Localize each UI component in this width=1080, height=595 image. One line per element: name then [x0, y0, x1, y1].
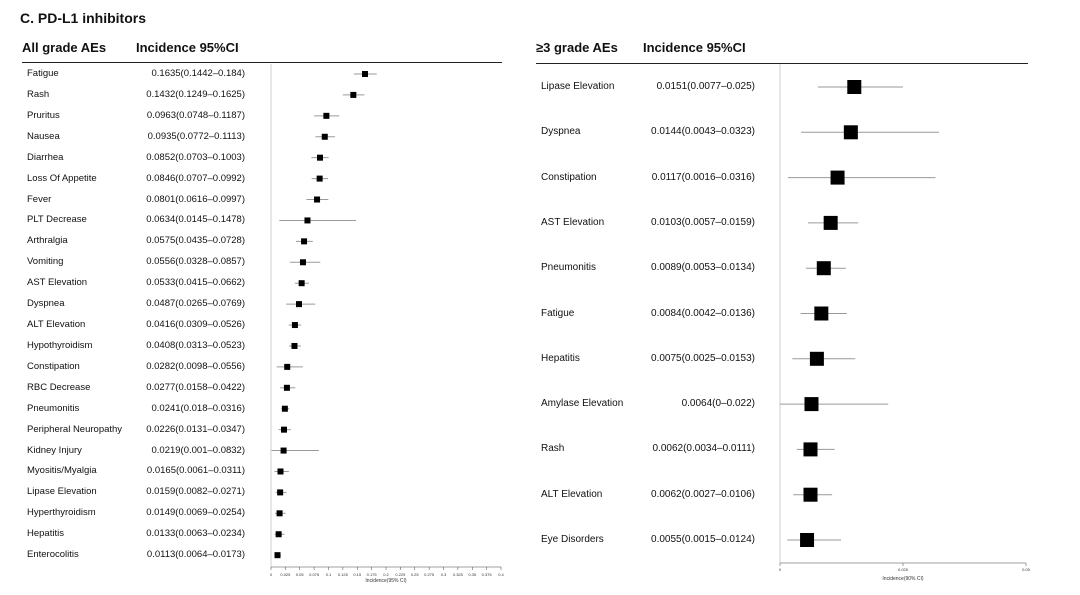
all-grade-point-alt-elevation — [292, 322, 298, 328]
all-grade-x-tick-label: 0.375 — [481, 572, 492, 577]
all-grade-row-value-fatigue: 0.1635(0.1442–0.184) — [151, 68, 245, 79]
all-grade-point-enterocolitis — [274, 552, 280, 558]
all-grade-row-value-rbc-decrease: 0.0277(0.0158–0.0422) — [146, 381, 245, 393]
all-grade-point-rbc-decrease — [284, 385, 290, 391]
all-grade-point-hypothyroidism — [291, 343, 297, 349]
all-grade-row-label-ast-elevation: AST Elevation — [27, 277, 88, 289]
all-grade-row-value-fever: 0.0801(0.0616–0.0997) — [146, 193, 245, 205]
all-grade-point-myositis-myalgia — [277, 468, 283, 474]
grade3-row-label-dyspnea: Dyspnea — [541, 126, 581, 138]
all-grade-row-value-plt-decrease: 0.0634(0.0145–0.1478) — [146, 214, 245, 226]
all-grade-point-pruritus — [323, 113, 329, 119]
all-grade-point-diarrhea — [317, 155, 323, 161]
grade3-row-label-alt-elevation: ALT Elevation — [541, 488, 603, 500]
all-grade-row-label-nausea: Nausea — [27, 130, 60, 142]
all-grade-row-value-kidney-injury: 0.0219(0.001–0.0832) — [151, 444, 245, 456]
all-grade-row-label-hyperthyroidism: Hyperthyroidism — [27, 507, 96, 519]
grade3-row-value-amylase-elevation: 0.0064(0–0.022) — [681, 398, 755, 410]
grade3-point-ast-elevation — [824, 216, 838, 230]
all-grade-row-value-rash: 0.1432(0.1249–0.1625) — [146, 88, 245, 100]
all-grade-x-tick-label: 0.4 — [498, 572, 504, 577]
all-grade-row-label-loss-of-appetite: Loss Of Appetite — [27, 172, 97, 184]
all-grade-row-value-pruritus: 0.0963(0.0748–0.1187) — [146, 109, 245, 121]
all-grade-x-tick-label: 0.125 — [337, 572, 348, 577]
grade3-row-value-hepatitis: 0.0075(0.0025–0.0153) — [651, 352, 755, 364]
grade3-row-value-ast-elevation: 0.0103(0.0057–0.0159) — [651, 216, 755, 228]
grade3-x-tick-label: 0.05 — [1022, 567, 1030, 572]
grade3-point-dyspnea — [844, 125, 858, 139]
grade3-row-label-fatigue: Fatigue — [541, 307, 575, 319]
all-grade-x-tick-label: 0 — [269, 572, 273, 577]
all-grade-row-value-dyspnea: 0.0487(0.0265–0.0769) — [146, 298, 245, 310]
grade3-row-label-ast-elevation: AST Elevation — [541, 216, 605, 228]
all-grade-row-value-alt-elevation: 0.0416(0.0309–0.0526) — [146, 319, 245, 331]
all-grade-point-fatigue — [362, 71, 368, 77]
grade3-row-label-eye-disorders: Eye Disorders — [541, 534, 604, 545]
all-grade-row-label-hypothyroidism: Hypothyroidism — [27, 339, 93, 351]
all-grade-x-tick-label: 0.2 — [383, 572, 389, 577]
all-grade-row-label-dyspnea: Dyspnea — [27, 298, 65, 310]
grade3-point-constipation — [831, 171, 845, 185]
all-grade-row-label-pneumonitis: Pneumonitis — [27, 402, 80, 414]
grade3-x-tick-label: 0.025 — [897, 567, 909, 572]
all-grade-x-tick-label: 0.225 — [395, 572, 406, 577]
all-grade-row-label-plt-decrease: PLT Decrease — [27, 214, 87, 226]
left-header-label: All grade AEs — [22, 40, 107, 55]
grade3-row-label-rash: Rash — [541, 443, 565, 455]
grade3-point-alt-elevation — [804, 488, 818, 502]
all-grade-x-tick-label: 0.3 — [440, 572, 447, 577]
all-grade-row-label-pruritus: Pruritus — [27, 109, 60, 121]
grade3-point-hepatitis — [810, 352, 824, 366]
all-grade-x-tick-label: 0.35 — [468, 572, 477, 577]
grade3-row-value-dyspnea: 0.0144(0.0043–0.0323) — [651, 126, 755, 138]
all-grade-point-hyperthyroidism — [277, 510, 283, 516]
all-grade-row-value-myositis-myalgia: 0.0165(0.0061–0.0311) — [146, 465, 245, 477]
all-grade-row-value-constipation: 0.0282(0.0098–0.0556) — [146, 360, 245, 372]
all-grade-row-label-myositis-myalgia: Myositis/Myalgia — [27, 465, 97, 477]
all-grade-point-dyspnea — [296, 301, 302, 307]
grade3-point-pneumonitis — [817, 261, 831, 275]
all-grade-row-label-enterocolitis: Enterocolitis — [27, 549, 79, 561]
grade3-x-axis-label: Incidence(90% CI) — [882, 576, 924, 582]
all-grade-row-value-peripheral-neuropathy: 0.0226(0.0131–0.0347) — [146, 423, 245, 435]
all-grade-row-value-vomiting: 0.0556(0.0328–0.0857) — [146, 256, 245, 268]
all-grade-x-tick-label: 0.175 — [366, 572, 377, 577]
all-grade-point-ast-elevation — [299, 280, 305, 286]
all-grade-row-value-diarrhea: 0.0852(0.0703–0.1003) — [146, 151, 245, 163]
all-grade-point-vomiting — [300, 259, 306, 265]
grade3-row-label-constipation: Constipation — [541, 171, 597, 183]
all-grade-row-label-rash: Rash — [27, 88, 50, 100]
all-grade-row-value-loss-of-appetite: 0.0846(0.0707–0.0992) — [146, 172, 245, 184]
grade3-point-eye-disorders — [800, 533, 814, 547]
all-grade-row-label-fatigue: Fatigue — [27, 68, 59, 79]
all-grade-row-label-kidney-injury: Kidney Injury — [27, 444, 82, 456]
all-grade-x-tick-label: 0.075 — [309, 572, 320, 577]
all-grade-x-tick-label: 0.025 — [280, 572, 291, 577]
grade3-row-value-rash: 0.0062(0.0034–0.0111) — [652, 443, 755, 455]
all-grade-point-constipation — [284, 364, 290, 370]
all-grade-x-tick-label: 0.1 — [325, 572, 332, 577]
all-grade-row-label-alt-elevation: ALT Elevation — [27, 319, 86, 331]
right-header-label: ≥3 grade AEs — [536, 40, 618, 55]
all-grade-row-value-enterocolitis: 0.0113(0.0064–0.0173) — [146, 549, 245, 561]
left-header-value: Incidence 95%CI — [136, 40, 239, 55]
right-header-value: Incidence 95%CI — [643, 40, 746, 55]
all-grade-row-label-peripheral-neuropathy: Peripheral Neuropathy — [27, 423, 123, 435]
grade3-row-value-alt-elevation: 0.0062(0.0027–0.0106) — [651, 488, 755, 500]
all-grade-x-tick-label: 0.05 — [295, 572, 304, 577]
all-grade-x-tick-label: 0.275 — [424, 572, 435, 577]
all-grade-point-arthralgia — [301, 238, 307, 244]
all-grade-row-value-hyperthyroidism: 0.0149(0.0069–0.0254) — [146, 507, 245, 519]
all-grade-point-fever — [314, 197, 320, 203]
all-grade-point-plt-decrease — [304, 217, 310, 223]
all-grade-row-label-rbc-decrease: RBC Decrease — [27, 381, 91, 393]
grade3-row-label-lipase-elevation: Lipase Elevation — [541, 81, 615, 92]
grade3-point-fatigue — [814, 307, 828, 321]
all-grade-x-tick-label: 0.325 — [452, 572, 463, 577]
all-grade-point-kidney-injury — [281, 448, 287, 454]
all-grade-x-axis-label: Incidence(95% CI) — [365, 578, 407, 584]
all-grade-row-value-ast-elevation: 0.0533(0.0415–0.0662) — [146, 277, 245, 289]
grade3-row-value-pneumonitis: 0.0089(0.0053–0.0134) — [651, 262, 755, 274]
all-grade-row-value-pneumonitis: 0.0241(0.018–0.0316) — [151, 402, 245, 414]
all-grade-row-value-lipase-elevation: 0.0159(0.0082–0.0271) — [146, 486, 245, 498]
grade3-row-value-constipation: 0.0117(0.0016–0.0316) — [651, 171, 755, 183]
all-grade-point-nausea — [322, 134, 328, 140]
all-grade-x-tick-label: 0.25 — [410, 572, 419, 577]
all-grade-point-rash — [350, 92, 356, 98]
all-grade-row-label-fever: Fever — [27, 193, 52, 205]
all-grade-row-value-hypothyroidism: 0.0408(0.0313–0.0523) — [146, 339, 245, 351]
all-grade-point-lipase-elevation — [277, 489, 283, 495]
all-grade-point-loss-of-appetite — [317, 176, 323, 182]
all-grade-row-label-arthralgia: Arthralgia — [27, 235, 68, 247]
all-grade-point-peripheral-neuropathy — [281, 427, 287, 433]
all-grade-row-label-vomiting: Vomiting — [27, 256, 64, 268]
all-grade-row-value-arthralgia: 0.0575(0.0435–0.0728) — [146, 235, 245, 247]
all-grade-x-tick-label: 0.15 — [353, 572, 362, 577]
grade3-point-lipase-elevation — [847, 80, 861, 94]
all-grade-row-label-hepatitis: Hepatitis — [27, 528, 64, 540]
grade3-x-tick-label: 0 — [778, 567, 782, 572]
grade3-row-label-pneumonitis: Pneumonitis — [541, 262, 597, 274]
grade3-row-label-amylase-elevation: Amylase Elevation — [541, 398, 624, 410]
all-grade-point-pneumonitis — [282, 406, 288, 412]
all-grade-row-value-nausea: 0.0935(0.0772–0.1113) — [147, 130, 245, 142]
all-grade-point-hepatitis — [276, 531, 282, 537]
all-grade-row-label-lipase-elevation: Lipase Elevation — [27, 486, 97, 498]
grade3-row-value-fatigue: 0.0084(0.0042–0.0136) — [651, 307, 755, 319]
grade3-row-label-hepatitis: Hepatitis — [541, 352, 580, 364]
all-grade-row-label-constipation: Constipation — [27, 360, 80, 372]
grade3-point-rash — [804, 442, 818, 456]
all-grade-row-label-diarrhea: Diarrhea — [27, 151, 64, 163]
grade3-row-value-eye-disorders: 0.0055(0.0015–0.0124) — [651, 534, 755, 545]
grade3-row-value-lipase-elevation: 0.0151(0.0077–0.025) — [656, 81, 755, 92]
all-grade-row-value-hepatitis: 0.0133(0.0063–0.0234) — [146, 528, 245, 540]
figure-title: C. PD-L1 inhibitors — [20, 10, 146, 26]
grade3-point-amylase-elevation — [804, 397, 818, 411]
